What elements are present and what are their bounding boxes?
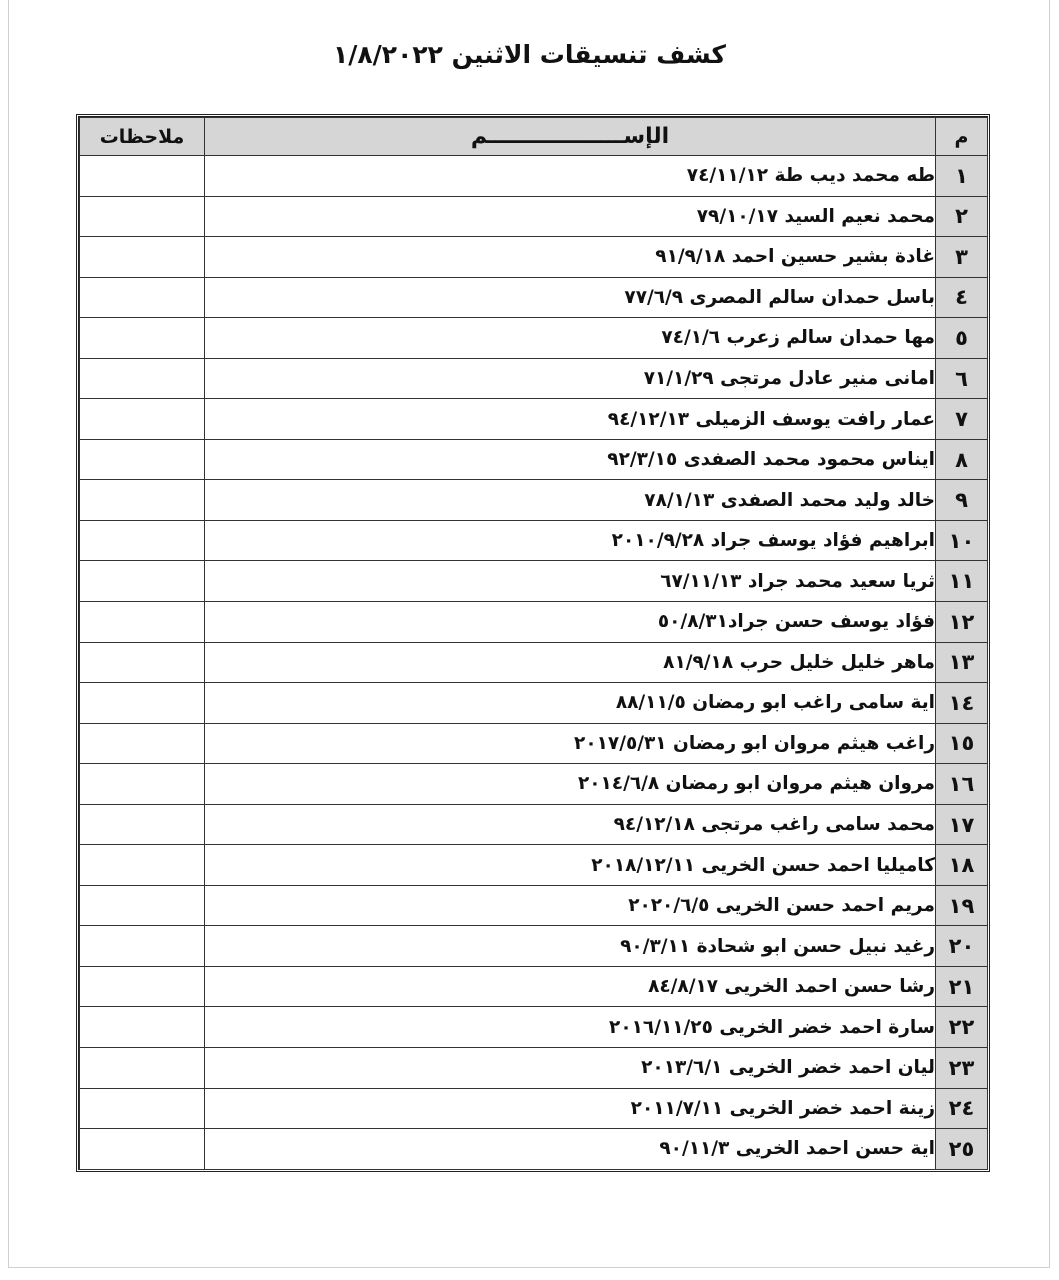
row-number: ٢٤ bbox=[936, 1088, 988, 1129]
row-name: امانى منير عادل مرتجى ٧١/١/٢٩ bbox=[205, 358, 936, 399]
row-notes bbox=[80, 358, 205, 399]
header-name: الإســــــــــــــــــم bbox=[205, 118, 936, 156]
table-row bbox=[80, 156, 988, 197]
row-number: ٢٢ bbox=[936, 1007, 988, 1048]
row-number: ٢٣ bbox=[936, 1048, 988, 1089]
row-number: ٢ bbox=[936, 196, 988, 237]
table-row bbox=[80, 602, 988, 643]
table-row bbox=[80, 480, 988, 521]
row-number: ١٤ bbox=[936, 683, 988, 724]
table-row bbox=[80, 926, 988, 967]
row-name: باسل حمدان سالم المصرى ٧٧/٦/٩ bbox=[205, 277, 936, 318]
row-number: ٣ bbox=[936, 237, 988, 278]
table-row bbox=[80, 196, 988, 237]
table-row bbox=[80, 237, 988, 278]
row-number: ١٠ bbox=[936, 520, 988, 561]
table-row bbox=[80, 318, 988, 359]
table-header-row bbox=[80, 118, 988, 156]
row-notes bbox=[80, 196, 205, 237]
table-row bbox=[80, 845, 988, 886]
table-row bbox=[80, 1048, 988, 1089]
row-name: رشا حسن احمد الخريى ٨٤/٨/١٧ bbox=[205, 966, 936, 1007]
row-name: زينة احمد خضر الخريى ٢٠١١/٧/١١ bbox=[205, 1088, 936, 1129]
row-notes bbox=[80, 764, 205, 805]
row-notes bbox=[80, 439, 205, 480]
table-body bbox=[80, 156, 988, 1170]
row-number: ١٥ bbox=[936, 723, 988, 764]
row-number: ١٣ bbox=[936, 642, 988, 683]
row-number: ٢٥ bbox=[936, 1129, 988, 1170]
table-row bbox=[80, 439, 988, 480]
row-notes bbox=[80, 237, 205, 278]
table-row bbox=[80, 561, 988, 602]
header-number: م bbox=[936, 118, 988, 156]
row-number: ١١ bbox=[936, 561, 988, 602]
row-number: ١٨ bbox=[936, 845, 988, 886]
row-name: مها حمدان سالم زعرب ٧٤/١/٦ bbox=[205, 318, 936, 359]
names-table bbox=[79, 117, 988, 1170]
row-notes bbox=[80, 723, 205, 764]
row-notes bbox=[80, 602, 205, 643]
row-number: ١٦ bbox=[936, 764, 988, 805]
row-number: ٩ bbox=[936, 480, 988, 521]
table-row bbox=[80, 642, 988, 683]
row-number: ١ bbox=[936, 156, 988, 197]
row-name: ماهر خليل خليل حرب ٨١/٩/١٨ bbox=[205, 642, 936, 683]
row-name: ايناس محمود محمد الصفدى ٩٢/٣/١٥ bbox=[205, 439, 936, 480]
table-row bbox=[80, 683, 988, 724]
row-name: اية حسن احمد الخريى ٩٠/١١/٣ bbox=[205, 1129, 936, 1170]
row-number: ٢٠ bbox=[936, 926, 988, 967]
table-row bbox=[80, 358, 988, 399]
row-notes bbox=[80, 1129, 205, 1170]
row-number: ٤ bbox=[936, 277, 988, 318]
row-number: ٨ bbox=[936, 439, 988, 480]
page-title: كشف تنسيقات الاثنين ١/٨/٢٠٢٢ bbox=[333, 40, 726, 69]
row-name: كاميليا احمد حسن الخريى ٢٠١٨/١٢/١١ bbox=[205, 845, 936, 886]
table-row bbox=[80, 885, 988, 926]
table-row bbox=[80, 520, 988, 561]
row-name: رغيد نبيل حسن ابو شحادة ٩٠/٣/١١ bbox=[205, 926, 936, 967]
row-notes bbox=[80, 277, 205, 318]
row-notes bbox=[80, 318, 205, 359]
table-row bbox=[80, 764, 988, 805]
table-row bbox=[80, 723, 988, 764]
table-row bbox=[80, 399, 988, 440]
row-notes bbox=[80, 885, 205, 926]
row-name: خالد وليد محمد الصفدى ٧٨/١/١٣ bbox=[205, 480, 936, 521]
row-number: ٧ bbox=[936, 399, 988, 440]
row-notes bbox=[80, 642, 205, 683]
table-row bbox=[80, 966, 988, 1007]
row-number: ٢١ bbox=[936, 966, 988, 1007]
row-number: ٥ bbox=[936, 318, 988, 359]
row-notes bbox=[80, 480, 205, 521]
header-notes: ملاحظات bbox=[80, 118, 205, 156]
table-row bbox=[80, 804, 988, 845]
row-notes bbox=[80, 804, 205, 845]
row-number: ١٩ bbox=[936, 885, 988, 926]
row-name: سارة احمد خضر الخريى ٢٠١٦/١١/٢٥ bbox=[205, 1007, 936, 1048]
row-name: راغب هيثم مروان ابو رمضان ٢٠١٧/٥/٣١ bbox=[205, 723, 936, 764]
row-name: ثريا سعيد محمد جراد ٦٧/١١/١٣ bbox=[205, 561, 936, 602]
row-name: محمد نعيم السيد ٧٩/١٠/١٧ bbox=[205, 196, 936, 237]
row-number: ١٢ bbox=[936, 602, 988, 643]
row-notes bbox=[80, 1088, 205, 1129]
row-name: ابراهيم فؤاد يوسف جراد ٢٠١٠/٩/٢٨ bbox=[205, 520, 936, 561]
row-notes bbox=[80, 1007, 205, 1048]
row-name: عمار رافت يوسف الزميلى ٩٤/١٢/١٣ bbox=[205, 399, 936, 440]
table-row bbox=[80, 277, 988, 318]
row-notes bbox=[80, 399, 205, 440]
names-table-frame bbox=[76, 114, 990, 1172]
row-name: مروان هيثم مروان ابو رمضان ٢٠١٤/٦/٨ bbox=[205, 764, 936, 805]
row-name: غادة بشير حسين احمد ٩١/٩/١٨ bbox=[205, 237, 936, 278]
row-notes bbox=[80, 1048, 205, 1089]
row-notes bbox=[80, 561, 205, 602]
row-name: محمد سامى راغب مرتجى ٩٤/١٢/١٨ bbox=[205, 804, 936, 845]
row-notes bbox=[80, 926, 205, 967]
row-notes bbox=[80, 845, 205, 886]
row-name: ليان احمد خضر الخريى ٢٠١٣/٦/١ bbox=[205, 1048, 936, 1089]
row-name: مريم احمد حسن الخريى ٢٠٢٠/٦/٥ bbox=[205, 885, 936, 926]
table-row bbox=[80, 1007, 988, 1048]
row-notes bbox=[80, 156, 205, 197]
row-notes bbox=[80, 520, 205, 561]
row-notes bbox=[80, 683, 205, 724]
row-number: ٦ bbox=[936, 358, 988, 399]
row-name: فؤاد يوسف حسن جراد٥٠/٨/٣١ bbox=[205, 602, 936, 643]
row-notes bbox=[80, 966, 205, 1007]
table-row bbox=[80, 1088, 988, 1129]
row-number: ١٧ bbox=[936, 804, 988, 845]
table-row bbox=[80, 1129, 988, 1170]
row-name: اية سامى راغب ابو رمضان ٨٨/١١/٥ bbox=[205, 683, 936, 724]
row-name: طه محمد ديب طة ٧٤/١١/١٢ bbox=[205, 156, 936, 197]
